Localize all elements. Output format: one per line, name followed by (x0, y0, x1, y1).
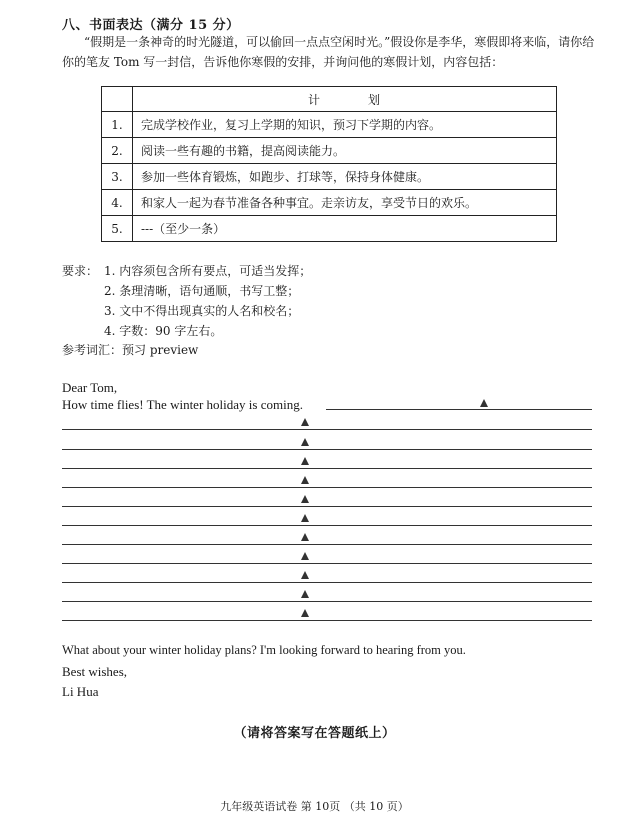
triangle-marker-icon (301, 438, 309, 446)
row-number: 2. (102, 138, 133, 164)
writing-prompt: “假期是一条神奇的时光隧道，可以偷回一点点空闲时光。”假设你是李华，寒假即将来临，请你给你的笔友 Tom 写一封信，告诉他你寒假的安排，并询问他的寒假计划，内容包括： (62, 35, 595, 69)
writing-line[interactable] (62, 429, 592, 430)
triangle-marker-icon (301, 418, 309, 426)
vocabulary-note: 参考词汇：预习 preview (62, 343, 199, 357)
writing-line[interactable] (62, 525, 592, 526)
triangle-marker-icon (301, 552, 309, 560)
row-number: 5. (102, 216, 133, 242)
letter-sign-off: Best wishes, (62, 664, 127, 679)
letter-opening: How time flies! The winter holiday is coming. (62, 397, 303, 412)
triangle-marker-icon (301, 514, 309, 522)
table-row (102, 112, 557, 138)
row-number: 3. (102, 164, 133, 190)
triangle-marker-icon (301, 533, 309, 541)
row-text: ---（至少一条） (133, 216, 557, 242)
letter-greeting: Dear Tom, (62, 380, 118, 395)
table-row (102, 138, 557, 164)
triangle-marker-icon (301, 476, 309, 484)
row-text: 阅读一些有趣的书籍，提高阅读能力。 (133, 138, 557, 164)
row-text: 和家人一起为春节准备各种事宜。走亲访友，享受节日的欢乐。 (133, 190, 557, 216)
requirement-item: 2. 条理清晰，语句通顺，书写工整； (104, 284, 300, 298)
table-row (102, 164, 557, 190)
row-number: 1. (102, 112, 133, 138)
row-number: 4. (102, 190, 133, 216)
letter-signature: Li Hua (62, 684, 99, 699)
writing-line[interactable] (326, 409, 592, 410)
section-title: 八、书面表达（满分 15 分） (62, 18, 240, 33)
answer-note: （请将答案写在答题纸上） (233, 726, 396, 741)
triangle-marker-icon (301, 609, 309, 617)
triangle-marker-icon (301, 590, 309, 598)
table-row (102, 216, 557, 242)
triangle-marker-icon (301, 495, 309, 503)
writing-line[interactable] (62, 563, 592, 564)
writing-line[interactable] (62, 544, 592, 545)
row-text: 参加一些体育锻炼，如跑步、打球等，保持身体健康。 (133, 164, 557, 190)
triangle-marker-icon (301, 457, 309, 465)
table-row (102, 190, 557, 216)
letter-closing-sentence: What about your winter holiday plans? I'm looking forward to hearing from you. (62, 643, 466, 657)
plan-table-corner (102, 87, 133, 112)
requirement-item: 1. 内容须包含所有要点，可适当发挥； (104, 264, 312, 278)
writing-line[interactable] (62, 620, 592, 621)
writing-line[interactable] (62, 601, 592, 602)
writing-line[interactable] (62, 487, 592, 488)
writing-line[interactable] (62, 506, 592, 507)
plan-table-header-row (102, 87, 557, 112)
plan-table (101, 86, 557, 242)
requirement-item: 3. 文中不得出现真实的人名和校名； (104, 304, 300, 318)
requirements-label: 要求： (62, 264, 99, 278)
triangle-marker-icon (480, 399, 488, 407)
row-text: 完成学校作业，复习上学期的知识，预习下学期的内容。 (133, 112, 557, 138)
writing-line[interactable] (62, 582, 592, 583)
writing-line[interactable] (62, 449, 592, 450)
writing-line[interactable] (62, 468, 592, 469)
triangle-marker-icon (301, 571, 309, 579)
page-footer: 九年级英语试卷 第 10页 （共 10 页） (220, 800, 409, 813)
plan-table-header: 计 划 (133, 87, 557, 112)
requirement-item: 4. 字数：90 字左右。 (104, 324, 223, 338)
